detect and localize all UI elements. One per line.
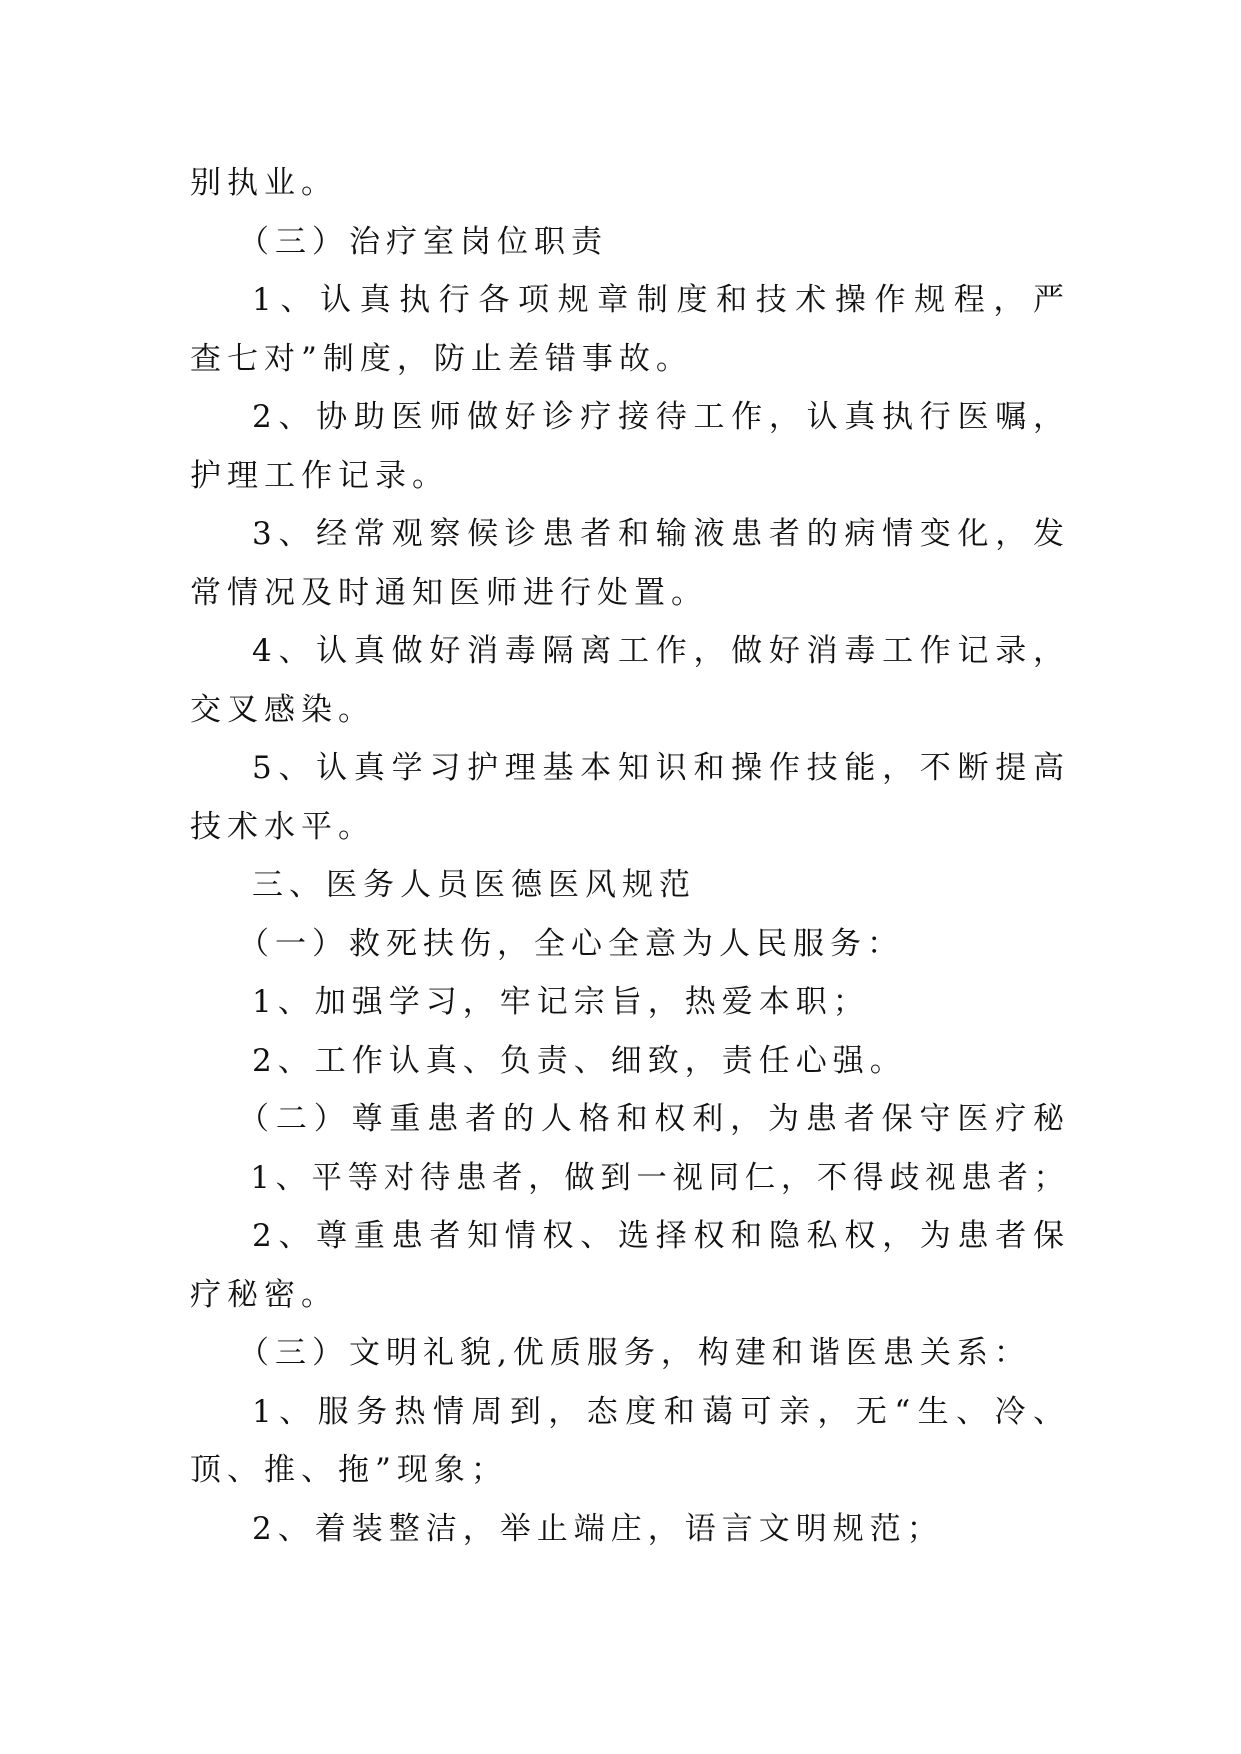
text-line: 5、认真学习护理基本知识和操作技能，不断提高 — [252, 750, 1070, 786]
text-line: 常情况及时通知医师进行处置。 — [190, 574, 708, 611]
document-body — [190, 154, 1070, 1558]
section-heading: （一）救死扶伤，全心全意为人民服务： — [238, 925, 904, 962]
text-line: 顶、推、拖”现象； — [190, 1452, 508, 1488]
text-line: 别执业。 — [190, 165, 338, 201]
text-line: 1、平等对待患者，做到一视同仁，不得歧视患者； — [250, 1159, 1070, 1196]
text-line: 交叉感染。 — [190, 691, 375, 728]
text-line: 2、工作认真、负责、细致，责任心强。 — [252, 1042, 907, 1079]
text-line: 2、协助医师做好诊疗接待工作，认真执行医嘱， — [252, 399, 1070, 435]
text-line: 疗秘密。 — [190, 1276, 338, 1313]
text-line: 1、认真执行各项规章制度和技术操作规程，严 — [252, 282, 1070, 318]
text-line: 1、加强学习，牢记宗旨，热爱本职； — [252, 984, 870, 1020]
section-heading: （二）尊重患者的人格和权利，为患者保守医疗秘 — [238, 1101, 1070, 1137]
text-line: 查七对”制度，防止差错事故。 — [190, 340, 693, 377]
section-heading: 三、医务人员医德医风规范 — [252, 867, 696, 903]
text-line: 4、认真做好消毒隔离工作，做好消毒工作记录， — [252, 633, 1070, 669]
text-line: 1、服务热情周到，态度和蔼可亲，无“生、冷、 — [252, 1393, 1070, 1430]
section-heading: （三）治疗室岗位职责 — [238, 223, 608, 260]
text-line: 3、经常观察候诊患者和输液患者的病情变化，发 — [252, 516, 1070, 552]
section-heading: （三）文明礼貌,优质服务，构建和谐医患关系： — [238, 1335, 1031, 1371]
text-line: 技术水平。 — [190, 808, 375, 845]
text-line: 护理工作记录。 — [190, 457, 449, 494]
text-line: 2、尊重患者知情权、选择权和隐私权，为患者保 — [252, 1218, 1070, 1254]
text-line: 2、着装整洁，举止端庄，语言文明规范； — [252, 1510, 944, 1547]
